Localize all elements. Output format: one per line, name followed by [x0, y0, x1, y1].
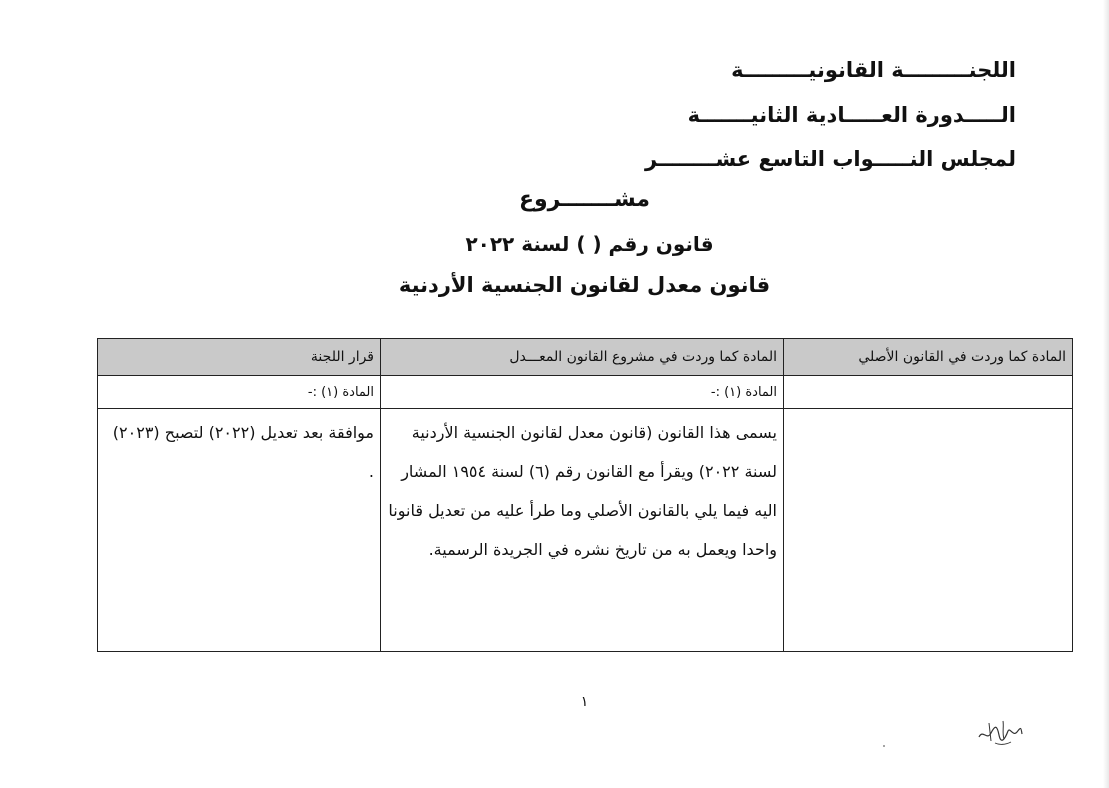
header-amended-article: المادة كما وردت في مشروع القانون المعـــدل [381, 339, 784, 376]
cell-original-text [784, 409, 1073, 652]
table-row [98, 409, 1073, 652]
cell-decision-article-number: المادة (١) :- [98, 376, 381, 409]
signature-icon [975, 715, 1025, 749]
parliament-name: لمجلس النـــــواب التاسع عشــــــــر [644, 147, 1016, 171]
committee-name: اللجنـــــــــة القانونيـــــــــة [731, 58, 1016, 82]
draft-title: مشـــــــروع [518, 187, 651, 212]
header-original-article: المادة كما وردت في القانون الأصلي [784, 339, 1073, 376]
table-header-row [98, 339, 1073, 376]
law-name: قانون معدل لقانون الجنسية الأردنية [398, 273, 771, 297]
header-committee-decision: قرار اللجنة [98, 339, 381, 376]
cell-decision-text: موافقة بعد تعديل (٢٠٢٢) لتصبح (٢٠٢٣) . [98, 409, 381, 652]
speck [883, 745, 885, 747]
cell-original-article-number [784, 376, 1073, 409]
session-name: الـــــدورة العـــــادية الثانيـــــــة [687, 103, 1016, 127]
table-row [98, 376, 1073, 409]
cell-amended-article-number: المادة (١) :- [381, 376, 784, 409]
page-edge-shadow [1103, 0, 1109, 788]
comparison-table [97, 338, 1073, 652]
page-number: ١ [580, 694, 589, 710]
law-number: قانون رقم ( ) لسنة ٢٠٢٢ [465, 232, 714, 256]
cell-amended-text: يسمى هذا القانون (قانون معدل لقانون الجنسية الأردنية لسنة ٢٠٢٢) ويقرأ مع القانون رقم (٦) لسنة ١٩٥٤ المشار اليه فيما يلي بالقانون الأصلي وما طرأ عليه من تعديل قانونا واحدا ويعمل به من تاريخ نشره في الجريدة الرسمية. [381, 409, 784, 652]
